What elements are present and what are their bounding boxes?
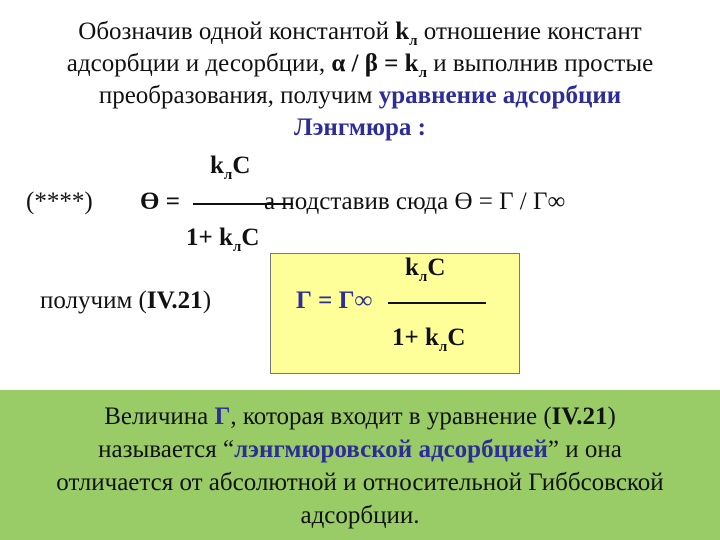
langmuir-adsorption-term: лэнгмюровской адсорбцией bbox=[234, 436, 548, 463]
formula2-fraction-line bbox=[388, 302, 486, 304]
langmuir-equation-highlight: уравнение адсорбции bbox=[378, 82, 622, 109]
note-text: Величина Г, которая входит в уравнение (IV.21) называется “лэнгмюровской адсорбцией” и она отличается от абсолютной и относительной Гиббсовской адсорбции. bbox=[56, 403, 664, 529]
intro-line-2: адсорбции и десорбции, $\alpha / \beta = k_л$ и выполнив простые bbox=[66, 50, 654, 81]
formula2-label: получим (IV.21) bbox=[40, 287, 212, 314]
intro-text bbox=[10, 16, 710, 144]
gamma-expression: Г = Г∞ bbox=[296, 287, 373, 314]
formula1-numerator: $k_лC$ bbox=[210, 152, 251, 183]
formula2-denominator: $1+ k_лC$ bbox=[392, 324, 466, 355]
ratio-expression: α / β = k bbox=[331, 50, 419, 77]
intro-line-1: Обозначив одной константой $k_л$ отношение констант bbox=[78, 18, 642, 49]
langmuir-equation-highlight-2: Лэнгмюра : bbox=[294, 114, 426, 141]
intro-line-3: преобразования, получим уравнение адсорбции bbox=[98, 82, 622, 109]
formula-number-label: (****) bbox=[26, 188, 93, 215]
theta-symbol: ϴ = bbox=[140, 188, 180, 215]
substitution-text: а подставив сюда ϴ = Г / Г∞ bbox=[264, 188, 566, 215]
formula2-numerator: $k_лC$ bbox=[405, 254, 446, 285]
gamma-symbol: Г bbox=[214, 403, 231, 430]
formula1-denominator: $1+ k_лC$ bbox=[186, 224, 260, 255]
